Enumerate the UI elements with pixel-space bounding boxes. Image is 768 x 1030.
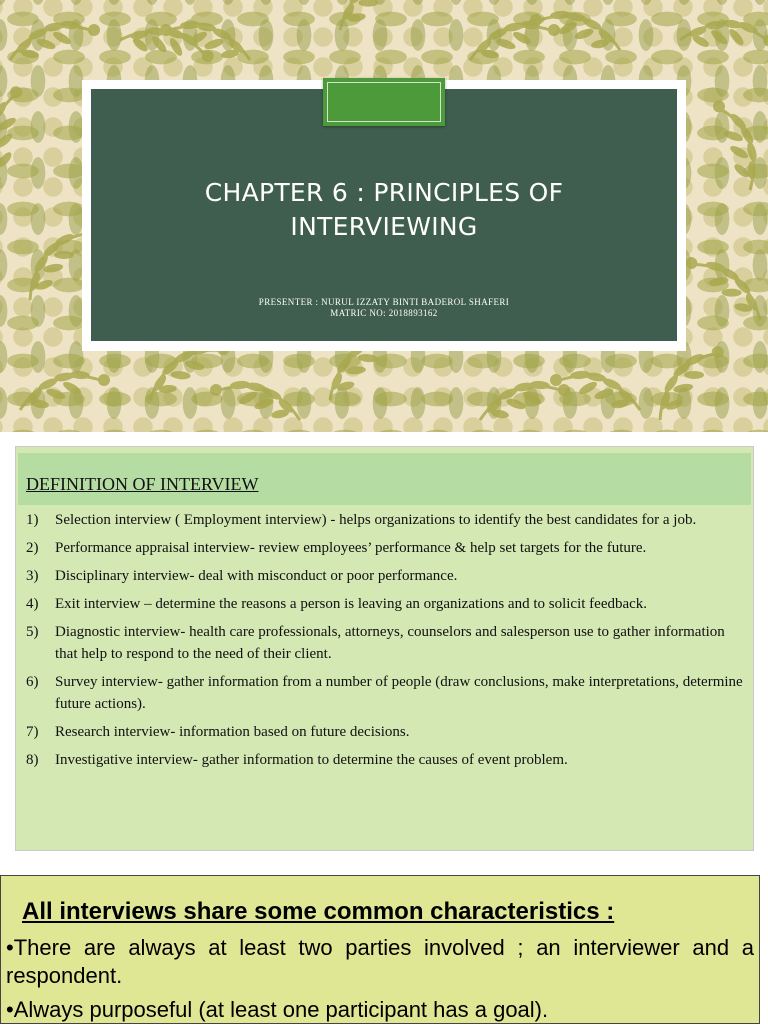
characteristics-heading: All interviews share some common characteristics : <box>22 898 615 925</box>
matric-number: MATRIC NO: 2018893162 <box>330 308 438 318</box>
list-item <box>26 749 744 771</box>
list-item-number: 8) <box>26 752 39 768</box>
slide-title <box>91 176 677 244</box>
list-item-text: Research interview- information based on future decisions. <box>55 724 410 740</box>
list-item-number: 4) <box>26 596 39 612</box>
list-item-text: Disciplinary interview- deal with misconduct or poor performance. <box>55 568 458 584</box>
list-item-text: Selection interview ( Employment interview) - helps organizations to identify the best candidates for a job. <box>55 512 697 528</box>
characteristics-list <box>6 934 754 1030</box>
list-item-number: 6) <box>26 674 39 690</box>
list-item-number: 2) <box>26 540 39 556</box>
list-item <box>26 537 744 559</box>
list-item-number: 1) <box>26 512 39 528</box>
list-item-number: 7) <box>26 724 39 740</box>
list-item <box>26 593 744 615</box>
characteristics-slide <box>0 875 760 1024</box>
definition-list <box>26 509 744 777</box>
definition-slide <box>15 446 754 851</box>
list-item: •Always purposeful (at least one participant has a goal). <box>6 997 549 1022</box>
list-item-number: 5) <box>26 624 39 640</box>
list-item-text: Investigative interview- gather information to determine the causes of event problem. <box>55 752 568 768</box>
list-item: •There are always at least two parties involved ; an interviewer and a respondent. <box>6 935 754 988</box>
presenter-name: PRESENTER : NURUL IZZATY BINTI BADEROL SHAFERI <box>258 297 510 307</box>
slide-title-line2: INTERVIEWING <box>290 212 478 241</box>
list-item-text: Performance appraisal interview- review employees’ performance & help set targets for the future. <box>55 540 647 556</box>
title-slide <box>0 0 768 432</box>
presenter-info <box>91 297 677 319</box>
title-accent-tab-border <box>327 82 441 122</box>
definition-heading: DEFINITION OF INTERVIEW <box>26 474 259 494</box>
list-item <box>26 721 744 743</box>
list-item-text: Survey interview- gather information from a number of people (draw conclusions, make interpretations, determine future actions). <box>55 674 743 712</box>
slide-title-line1: CHAPTER 6 : PRINCIPLES OF <box>204 178 564 207</box>
list-item <box>26 621 744 665</box>
title-accent-tab <box>323 78 445 126</box>
list-item-number: 3) <box>26 568 39 584</box>
list-item <box>26 565 744 587</box>
list-item-text: Exit interview – determine the reasons a person is leaving an organizations and to solicit feedback. <box>55 596 648 612</box>
list-item <box>26 671 744 715</box>
list-item <box>26 509 744 531</box>
list-item-text: Diagnostic interview- health care professionals, attorneys, counselors and salesperson use to gather information that help to respond to the need of their client. <box>55 624 725 662</box>
